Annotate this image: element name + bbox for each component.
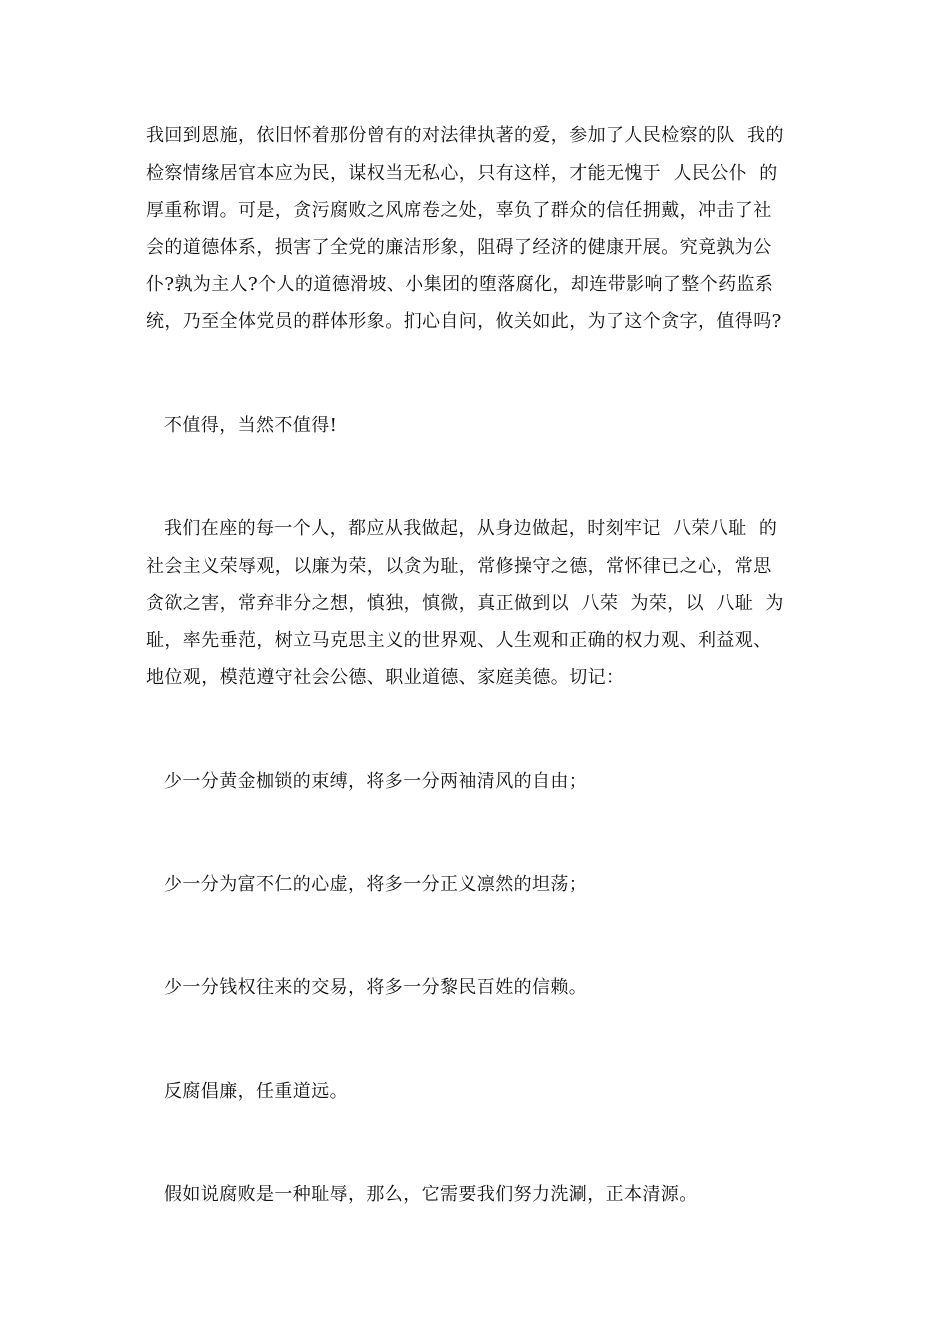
paragraph-line: 少一分黄金枷锁的束缚，将多一分两袖清风的自由； — [164, 771, 588, 792]
paragraph-line: 反腐倡廉，任重道远。 — [164, 1081, 348, 1102]
paragraph-line: 我们在座的每一个人，都应从我做起，从身边做起，时刻牢记 八荣八耻 的 — [164, 518, 778, 539]
paragraph-line: 耻，率先垂范，树立马克思主义的世界观、人生观和正确的权力观、利益观、 — [146, 630, 772, 651]
paragraph-line: 仆?孰为主人?个人的道德滑坡、小集团的堕落腐化，却连带影响了整个药监系 — [146, 274, 774, 295]
paragraph-line: 厚重称谓。可是，贪污腐败之风席卷之处，辜负了群众的信任拥戴，冲击了社 — [146, 200, 772, 221]
paragraph-line: 统，乃至全体党员的群体形象。扪心自问，攸关如此，为了这个贪字，值得吗? — [146, 311, 782, 332]
paragraph-line: 贪欲之害，常弃非分之想，慎独，慎微，真正做到以 八荣 为荣，以 八耻 为 — [146, 593, 784, 614]
paragraph-line: 地位观，模范遵守社会公德、职业道德、家庭美德。切记： — [146, 667, 625, 688]
paragraph-line: 假如说腐败是一种耻辱，那么，它需要我们努力洗涮，正本清源。 — [164, 1184, 698, 1205]
paragraph-line: 不值得，当然不值得! — [164, 415, 338, 436]
paragraph-line: 会的道德体系，损害了全党的廉洁形象，阻碍了经济的健康开展。究竟孰为公 — [146, 237, 772, 258]
paragraph-line: 少一分钱权往来的交易，将多一分黎民百姓的信赖。 — [164, 977, 588, 998]
paragraph-line: 少一分为富不仁的心虚，将多一分正义凛然的坦荡； — [164, 874, 588, 895]
paragraph-line: 我回到恩施，依旧怀着那份曾有的对法律执著的爱，参加了人民检察的队 我的 — [146, 125, 784, 146]
paragraph-line: 社会主义荣辱观，以廉为荣，以贪为耻，常修操守之德，常怀律已之心，常思 — [146, 556, 772, 577]
paragraph-line: 检察情缘居官本应为民，谋权当无私心，只有这样，才能无愧于 人民公仆 的 — [146, 163, 778, 184]
